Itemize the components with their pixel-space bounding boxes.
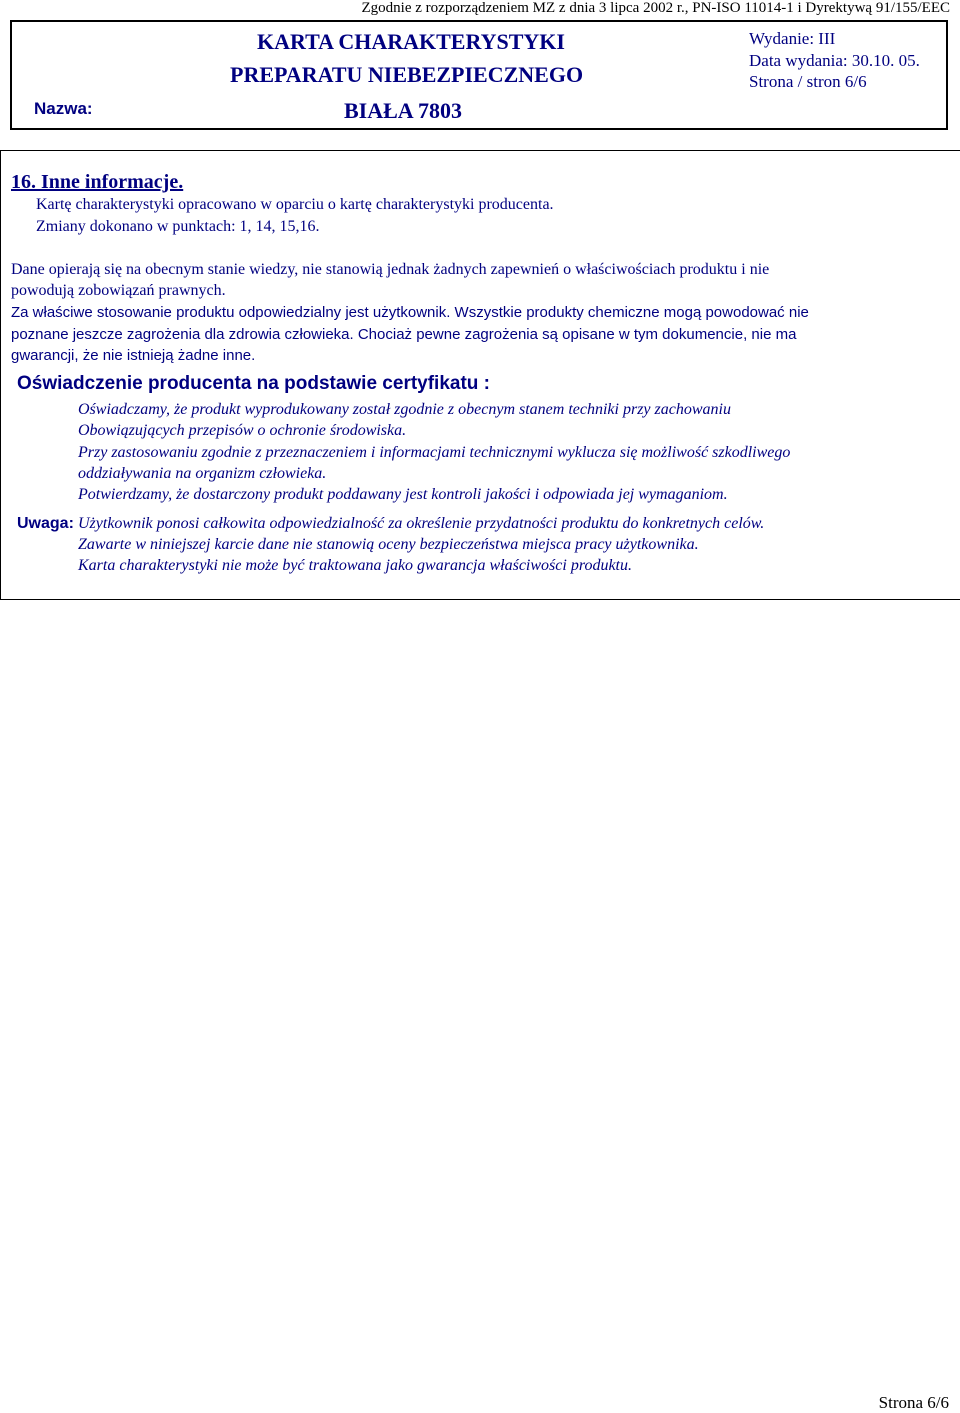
info-line: Kartę charakterystyki opracowano w oparciu o kartę charakterystyki producenta. [36,196,554,213]
note-line: Użytkownik ponosi całkowita odpowiedzialność za określenie przydatności produktu do konkretnych celów. [78,515,765,532]
page-count: Strona / stron 6/6 [749,72,867,91]
document-title-line2: PREPARATU NIEBEZPIECZNEGO [230,62,584,87]
section-16-box [0,150,960,600]
info-line: Dane opierają się na obecnym stanie wiedzy, nie stanowią jednak żadnych zapewnień o właściwościach produktu i nie [11,261,770,278]
info-line: poznane jeszcze zagrożenia dla zdrowia człowieka. Chociaż pewne zagrożenia są opisane w tym dokumencie, nie ma [11,326,797,343]
note-label: Uwaga: [17,515,74,532]
info-line: Za właściwe stosowanie produktu odpowiedzialny jest użytkownik. Wszystkie produkty chemiczne mogą powodować nie [11,304,809,321]
document-header [10,20,948,130]
info-line: powodują zobowiązań prawnych. [11,282,226,299]
info-line: gwarancji, że nie istnieją żadne inne. [11,347,256,364]
issue-date: Data wydania: 30.10. 05. [749,51,920,70]
declaration-line: Oświadczamy, że produkt wyprodukowany został zgodnie z obecnym stanem techniki przy zachowaniu [78,401,731,418]
declaration-heading: Oświadczenie producenta na podstawie certyfikatu : [17,373,491,394]
declaration-line: Potwierdzamy, że dostarczony produkt poddawany jest kontroli jakości i odpowiada jej wymaganiom. [78,486,728,503]
section-16-title: 16. Inne informacje. [11,171,184,193]
product-name: BIAŁA 7803 [344,98,462,123]
note-line: Karta charakterystyki nie może być traktowana jako gwarancja właściwości produktu. [78,557,632,574]
page-footer: Strona 6/6 [878,1393,949,1412]
document-title-line1: KARTA CHARAKTERYSTYKI [257,29,565,54]
edition: Wydanie: III [749,29,836,48]
note-line: Zawarte w niniejszej karcie dane nie stanowią oceny bezpieczeństwa miejsca pracy użytkownika. [78,536,699,553]
declaration-line: oddziaływania na organizm człowieka. [78,465,327,482]
regulation-note: Zgodnie z rozporządzeniem MZ z dnia 3 lipca 2002 r., PN-ISO 11014-1 i Dyrektywą 91/155/EEC [361,0,950,16]
product-name-label: Nazwa: [34,99,93,118]
info-line: Zmiany dokonano w punktach: 1, 14, 15,16. [36,218,320,235]
declaration-line: Obowiązujących przepisów o ochronie środowiska. [78,422,407,439]
declaration-line: Przy zastosowaniu zgodnie z przeznaczeniem i informacjami technicznymi wyklucza się możliwość szkodliwego [78,444,791,461]
